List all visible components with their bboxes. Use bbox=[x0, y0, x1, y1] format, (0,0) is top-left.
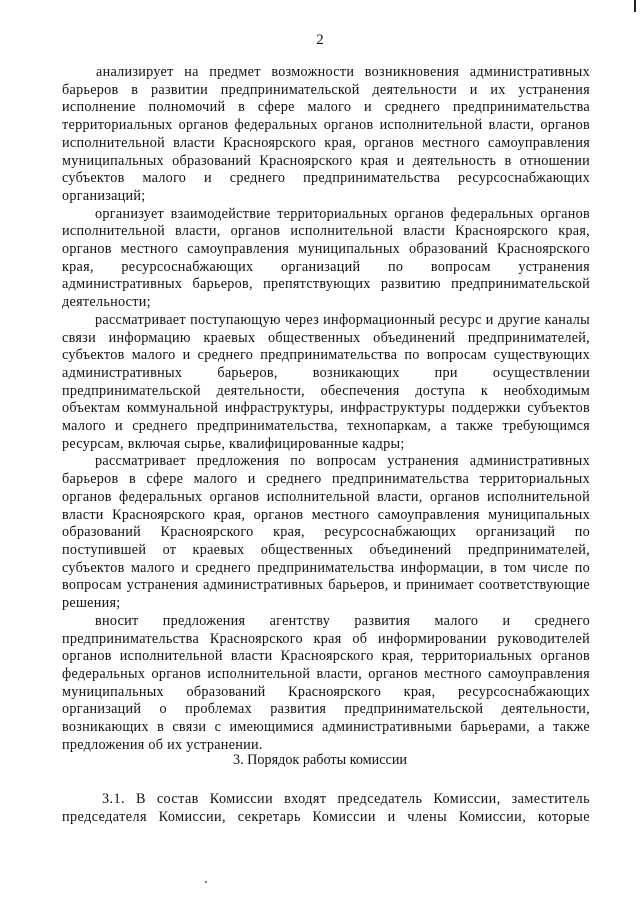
paragraph-considers-proposals: рассматривает предложения по вопросам устранения административных барьеров в сфере малого и среднего предпринимательства территориальных органов федеральных органов исполнительной власти, органов исполнительной власти Красноярского края, органов местного самоуправления муниципальных образований Красноярского края, ресурсоснабжающих организаций по поступившей от краевых общественных объединений предпринимателей, субъектов малого и среднего предпринимательства информации, в том числе по вопросам устранения административных барьеров, и принимает соответствующие решения; bbox=[62, 453, 590, 612]
page-number: 2 bbox=[316, 32, 324, 48]
clause-3-1: 3.1. В состав Комиссии входят председатель Комиссии, заместитель председателя Комиссии, секретарь Комиссии и члены Комиссии, которые bbox=[62, 791, 590, 825]
body-text bbox=[62, 64, 590, 754]
paragraph-organizes: организует взаимодействие территориальных органов федеральных органов исполнительной власти, органов исполнительной власти Красноярского края, органов местного самоуправления муниципальных образований Красноярского края, ресурсоснабжающих организаций по вопросам устранения административных барьеров, препятствующих развитию предпринимательской деятельности; bbox=[62, 205, 590, 311]
paragraph-analyzes: анализирует на предмет возможности возникновения административных барьеров в развитии предпринимательской деятельности и их устранения исполнение полномочий в сфере малого и среднего предпринимательства территориальных органов федеральных органов исполнительной власти, органов исполнительной власти Красноярского края, органов местного самоуправления муниципальных образований Красноярского края и деятельность в отношении субъектов малого и среднего предпринимательства ресурсоснабжающих организаций; bbox=[62, 64, 590, 204]
section-heading: 3. Порядок работы комиссии bbox=[232, 752, 408, 768]
scan-edge-mark bbox=[634, 0, 636, 12]
paragraph-submits-proposals: вносит предложения агентству развития малого и среднего предпринимательства Красноярского края об информировании руководителей органов исполнительной власти Красноярского края, территориальных органов федеральных органов исполнительной власти, органов местного самоуправления муниципальных образований Красноярского края, ресурсоснабжающих организаций о проблемах развития предпринимательской деятельности, возникающих в связи с имеющимися административными барьерами, а также предложения об их устранении. bbox=[62, 612, 590, 753]
paragraph-considers-information: рассматривает поступающую через информационный ресурс и другие каналы связи информацию краевых общественных объединений предпринимателей, субъектов малого и среднего предпринимательства по вопросам существующих административных барьеров, возникающих при осуществлении предпринимательской деятельности, обеспечения доступа к необходимым объектам коммунальной инфраструктуры, инфраструктуры поддержки субъектов малого и среднего предпринимательства, технопаркам, а также требующимся ресурсам, включая сырье, квалифицированные кадры; bbox=[62, 311, 590, 452]
scan-speck bbox=[205, 881, 207, 883]
